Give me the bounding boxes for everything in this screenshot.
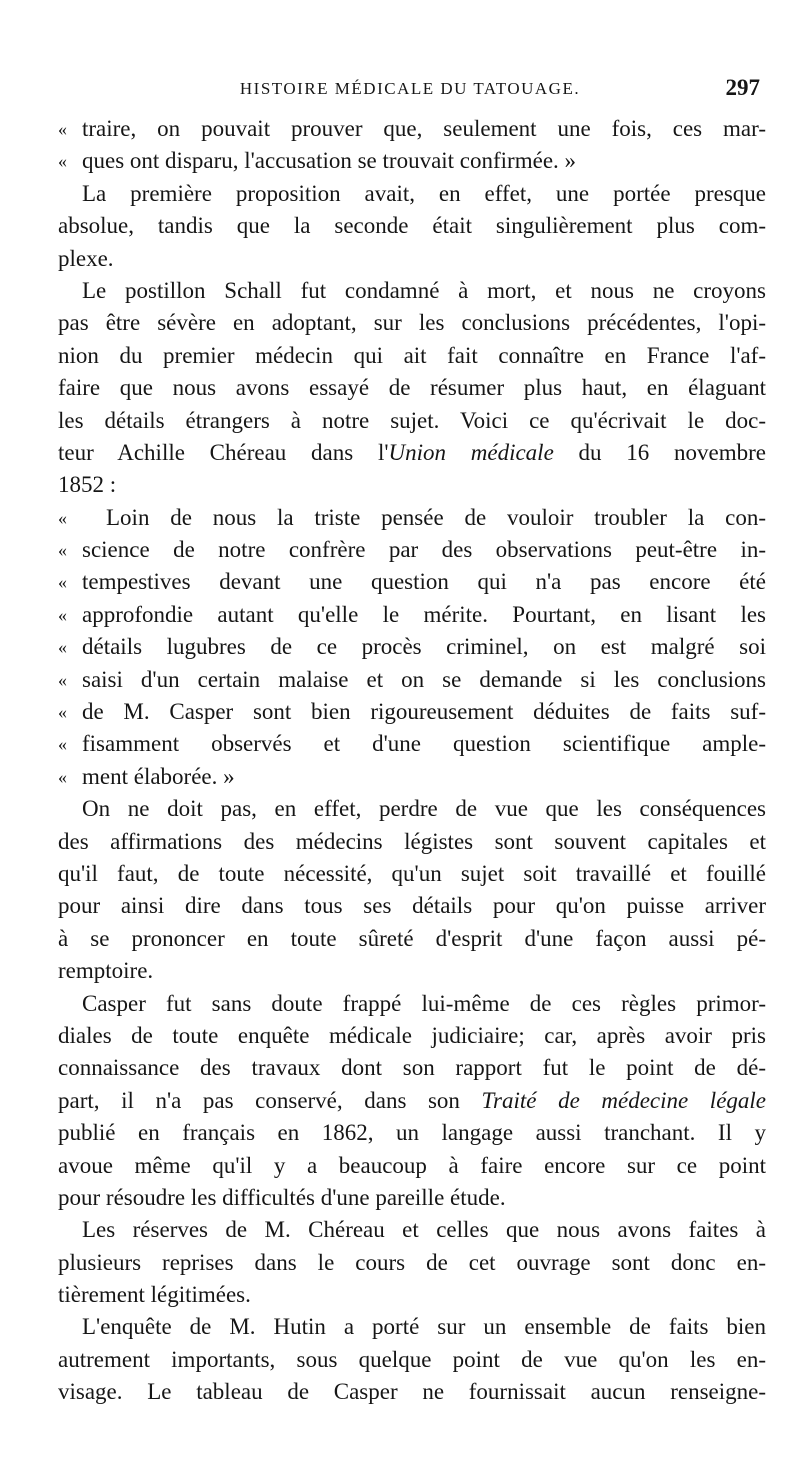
text-line xyxy=(58,534,766,566)
text-line xyxy=(58,405,766,437)
text-line xyxy=(58,1052,766,1084)
line-text: de M. Casper sont bien rigoureusement déduites de faits suf- xyxy=(82,699,766,725)
line-text: Casper fut sans doute frappé lui-même de ces règles primor- xyxy=(82,990,766,1016)
line-text: plexe. xyxy=(58,245,114,271)
text-line xyxy=(58,113,766,145)
line-text: ment élaborée. » xyxy=(82,763,235,789)
quote-line-text xyxy=(82,145,766,177)
quote-line-text xyxy=(82,566,766,598)
line-text: La première proposition avait, en effet, une portée presque xyxy=(82,180,766,206)
quote-line-text xyxy=(82,664,766,696)
line-text: remptoire. xyxy=(58,958,154,984)
line-text: connaissance des travaux dont son rapport fut le point de dé- xyxy=(58,1055,766,1081)
quote-line-text xyxy=(82,534,766,566)
text-line xyxy=(58,664,766,696)
text-line xyxy=(58,988,766,1020)
text-line xyxy=(58,307,766,339)
text-line xyxy=(58,955,766,987)
quote-line-text xyxy=(82,761,766,793)
text-line xyxy=(58,1117,766,1149)
text-line xyxy=(58,696,766,728)
text-line xyxy=(58,599,766,631)
line-text: pour ainsi dire dans tous ses détails pour qu'on puisse arriver xyxy=(58,893,766,919)
line-text: ques ont disparu, l'accusation se trouvait confirmée. » xyxy=(82,148,577,174)
quote-mark: « xyxy=(58,669,67,690)
text-line xyxy=(58,1279,766,1311)
text-line xyxy=(58,923,766,955)
line-text: On ne doit pas, en effet, perdre de vue que les conséquences xyxy=(82,796,766,822)
quote-line-text xyxy=(82,631,766,663)
line-text-tail: du 16 novembre xyxy=(553,439,766,465)
text-line xyxy=(58,1182,766,1214)
line-text: tièrement légitimées. xyxy=(58,1282,251,1308)
text-line xyxy=(58,761,766,793)
line-text: visage. Le tableau de Casper ne fournissait aucun renseigne- xyxy=(58,1379,766,1405)
text-line xyxy=(58,1085,766,1117)
text-line xyxy=(58,372,766,404)
line-text: des affirmations des médecins légistes sont souvent capitales et xyxy=(58,828,766,854)
line-text: nion du premier médecin qui ait fait connaître en France l'af- xyxy=(58,342,766,368)
line-text: absolue, tandis que la seconde était singulièrement plus com- xyxy=(58,213,766,239)
line-text: 1852 : xyxy=(58,472,117,498)
quote-mark: « xyxy=(58,572,67,593)
quote-line-text xyxy=(82,696,766,728)
line-text: part, il n'a pas conservé, dans son xyxy=(58,1087,482,1113)
quote-mark: « xyxy=(58,766,67,787)
line-text: Les réserves de M. Chéreau et celles que nous avons faites à xyxy=(82,1217,766,1243)
quote-mark: « xyxy=(58,119,67,139)
line-text: plusieurs reprises dans le cours de cet ouvrage sont donc en- xyxy=(58,1249,766,1275)
line-text: publié en français en 1862, un langage aussi tranchant. Il y xyxy=(58,1120,766,1146)
line-text: science de notre confrère par des observations peut-être in- xyxy=(82,537,766,563)
italic-title: Union médicale xyxy=(388,439,554,465)
line-text: qu'il faut, de toute nécessité, qu'un sujet soit travaillé et fouillé xyxy=(58,860,766,886)
text-line xyxy=(58,275,766,307)
quote-mark: « xyxy=(58,151,67,172)
quote-line-text xyxy=(82,113,766,145)
text-line xyxy=(58,566,766,598)
line-text: Loin de nous la triste pensée de vouloir troubler la con- xyxy=(106,504,766,530)
text-line xyxy=(58,1344,766,1376)
text-line xyxy=(58,793,766,825)
quote-mark: « xyxy=(58,540,67,561)
line-text: diales de toute enquête médicale judiciaire; car, après avoir pris xyxy=(58,1022,766,1048)
line-text: teur Achille Chéreau dans l' xyxy=(58,439,389,465)
text-line xyxy=(58,826,766,858)
text-line xyxy=(58,210,766,242)
text-line xyxy=(58,728,766,760)
line-text: avoue même qu'il y a beaucoup à faire encore sur ce point xyxy=(58,1152,766,1178)
text-line xyxy=(58,340,766,372)
text-line xyxy=(58,1214,766,1246)
text-line xyxy=(58,890,766,922)
line-text: détails lugubres de ce procès criminel, on est malgré soi xyxy=(82,634,766,660)
line-text: à se prononcer en toute sûreté d'esprit d'une façon aussi pé- xyxy=(58,925,766,951)
text-line xyxy=(58,437,766,469)
line-text: saisi d'un certain malaise et on se demande si les conclusions xyxy=(82,666,766,692)
line-text: les détails étrangers à notre sujet. Voici ce qu'écrivait le doc- xyxy=(58,407,766,433)
line-text: tempestives devant une question qui n'a pas encore été xyxy=(82,569,766,595)
line-text: L'enquête de M. Hutin a porté sur un ensemble de faits bien xyxy=(82,1314,766,1340)
line-text: fisamment observés et d'une question scientifique ample- xyxy=(82,731,766,757)
text-line xyxy=(58,243,766,275)
text-line xyxy=(58,1376,766,1408)
line-text: pour résoudre les difficultés d'une pareille étude. xyxy=(58,1184,506,1210)
page-number: 297 xyxy=(725,75,760,100)
text-line xyxy=(58,1020,766,1052)
text-line xyxy=(58,1247,766,1279)
running-head xyxy=(60,75,760,105)
quote-line-text xyxy=(82,728,766,760)
running-title: HISTOIRE MÉDICALE DU TATOUAGE. xyxy=(239,79,581,98)
line-text: Le postillon Schall fut condamné à mort, et nous ne croyons xyxy=(82,277,766,303)
line-text: approfondie autant qu'elle le mérite. Pourtant, en lisant les xyxy=(82,601,766,627)
quote-mark: « xyxy=(58,702,67,723)
quote-line-text xyxy=(82,599,766,631)
text-line xyxy=(58,469,766,501)
quote-line-text xyxy=(82,502,766,534)
quote-mark: « xyxy=(58,734,67,755)
text-line xyxy=(58,631,766,663)
quote-mark: « xyxy=(58,507,67,528)
text-line xyxy=(58,502,766,534)
quote-mark: « xyxy=(58,604,67,625)
italic-title: Traité de médecine légale xyxy=(481,1087,767,1113)
text-line xyxy=(58,1311,766,1343)
text-line xyxy=(58,858,766,890)
line-text: pas être sévère en adoptant, sur les conclusions précédentes, l'opi- xyxy=(58,310,766,336)
line-text: traire, on pouvait prouver que, seulement une fois, ces mar- xyxy=(82,116,766,141)
text-line xyxy=(58,1150,766,1182)
text-line xyxy=(58,145,766,177)
line-text: autrement importants, sous quelque point de vue qu'on les en- xyxy=(58,1346,766,1372)
body-text xyxy=(58,113,766,1409)
quote-mark: « xyxy=(58,637,67,658)
text-line xyxy=(58,178,766,210)
line-text: faire que nous avons essayé de résumer plus haut, en élaguant xyxy=(58,375,766,401)
